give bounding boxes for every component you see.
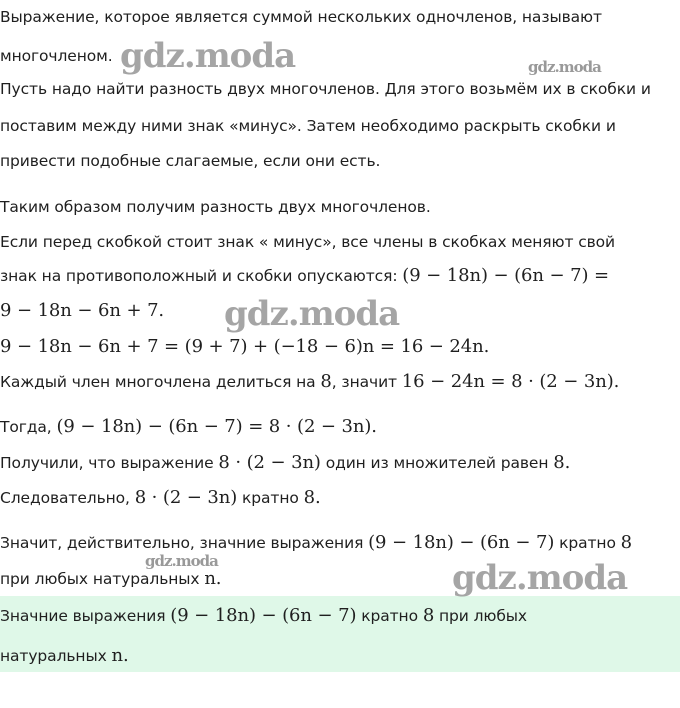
text-segment: Каждый член многочлена делиться на xyxy=(0,373,321,391)
math-expression: 8 xyxy=(422,605,435,626)
text-line-7: Если перед скобкой стоит знак « минус», все члены в скобках меняют свой xyxy=(0,233,616,251)
math-expression: 8. xyxy=(303,487,321,508)
math-expression: (9 − 18n) − (6n − 7) xyxy=(368,532,555,553)
text-line-6: Таким образом получим разность двух многочленов. xyxy=(0,198,431,216)
math-expression: 9 − 18n − 6n + 7. xyxy=(0,300,165,321)
watermark-logo: gdz.moda xyxy=(452,558,628,598)
text-segment: кратно xyxy=(356,607,423,625)
text-segment: один из множителей равен xyxy=(320,454,554,472)
text-line-10 xyxy=(0,336,489,357)
text-segment: кратно xyxy=(237,489,304,507)
text-segment: Значит, действительно, значние выражения xyxy=(0,534,369,552)
text-segment: натуральных xyxy=(0,647,112,665)
text-line-3: Пусть надо найти разность двух многочленов. Для этого возьмём их в скобки и xyxy=(0,80,651,98)
watermark-logo: gdz.moda xyxy=(528,58,601,76)
math-expression: 8 · (2 − 3n) xyxy=(134,487,238,508)
text-segment: при любых натуральных xyxy=(0,570,205,588)
text-line-12 xyxy=(0,416,377,437)
math-expression: 16 − 24n = 8 · (2 − 3n). xyxy=(401,371,620,392)
text-segment: кратно xyxy=(554,534,621,552)
text-segment: Следовательно, xyxy=(0,489,135,507)
text-line-4: поставим между ними знак «минус». Затем необходимо раскрыть скобки и xyxy=(0,117,616,135)
text-line-1: Выражение, которое является суммой нескольких одночленов, называют xyxy=(0,8,602,26)
math-expression: n. xyxy=(111,645,129,666)
answer-line-1 xyxy=(0,605,527,626)
text-line-13 xyxy=(0,452,570,473)
text-segment: Получили, что выражение xyxy=(0,454,219,472)
text-line-16 xyxy=(0,568,221,589)
watermark-logo: gdz.moda xyxy=(120,36,296,76)
text-line-11 xyxy=(0,371,619,392)
text-segment: знак на противоположный и скобки опускаются: xyxy=(0,267,403,285)
answer-line-2 xyxy=(0,645,129,666)
text-line-15 xyxy=(0,532,632,553)
math-expression: 8. xyxy=(553,452,571,473)
math-expression: 8 · (2 − 3n) xyxy=(218,452,321,473)
math-expression: (9 − 18n) − (6n − 7) xyxy=(170,605,357,626)
text-line-9 xyxy=(0,300,164,321)
text-segment: , значит xyxy=(331,373,402,391)
text-segment: при любых xyxy=(434,607,527,625)
math-expression: (9 − 18n) − (6n − 7) = xyxy=(402,265,609,286)
math-expression: n. xyxy=(204,568,222,589)
text-line-5: привести подобные слагаемые, если они есть. xyxy=(0,152,381,170)
math-expression: (9 − 18n) − (6n − 7) = 8 · (2 − 3n). xyxy=(56,416,377,437)
watermark-logo: gdz.moda xyxy=(145,552,218,570)
text-line-2: многочленом. xyxy=(0,47,113,65)
math-expression: 9 − 18n − 6n + 7 = (9 + 7) + (−18 − 6)n = 16 − 24n. xyxy=(0,336,490,357)
text-segment: Значние выражения xyxy=(0,607,171,625)
math-expression: 8 xyxy=(620,532,633,553)
watermark-logo: gdz.moda xyxy=(224,294,400,334)
text-line-8 xyxy=(0,265,609,286)
text-line-14 xyxy=(0,487,321,508)
math-expression: 8 xyxy=(320,371,332,392)
text-segment: Тогда, xyxy=(0,418,57,436)
